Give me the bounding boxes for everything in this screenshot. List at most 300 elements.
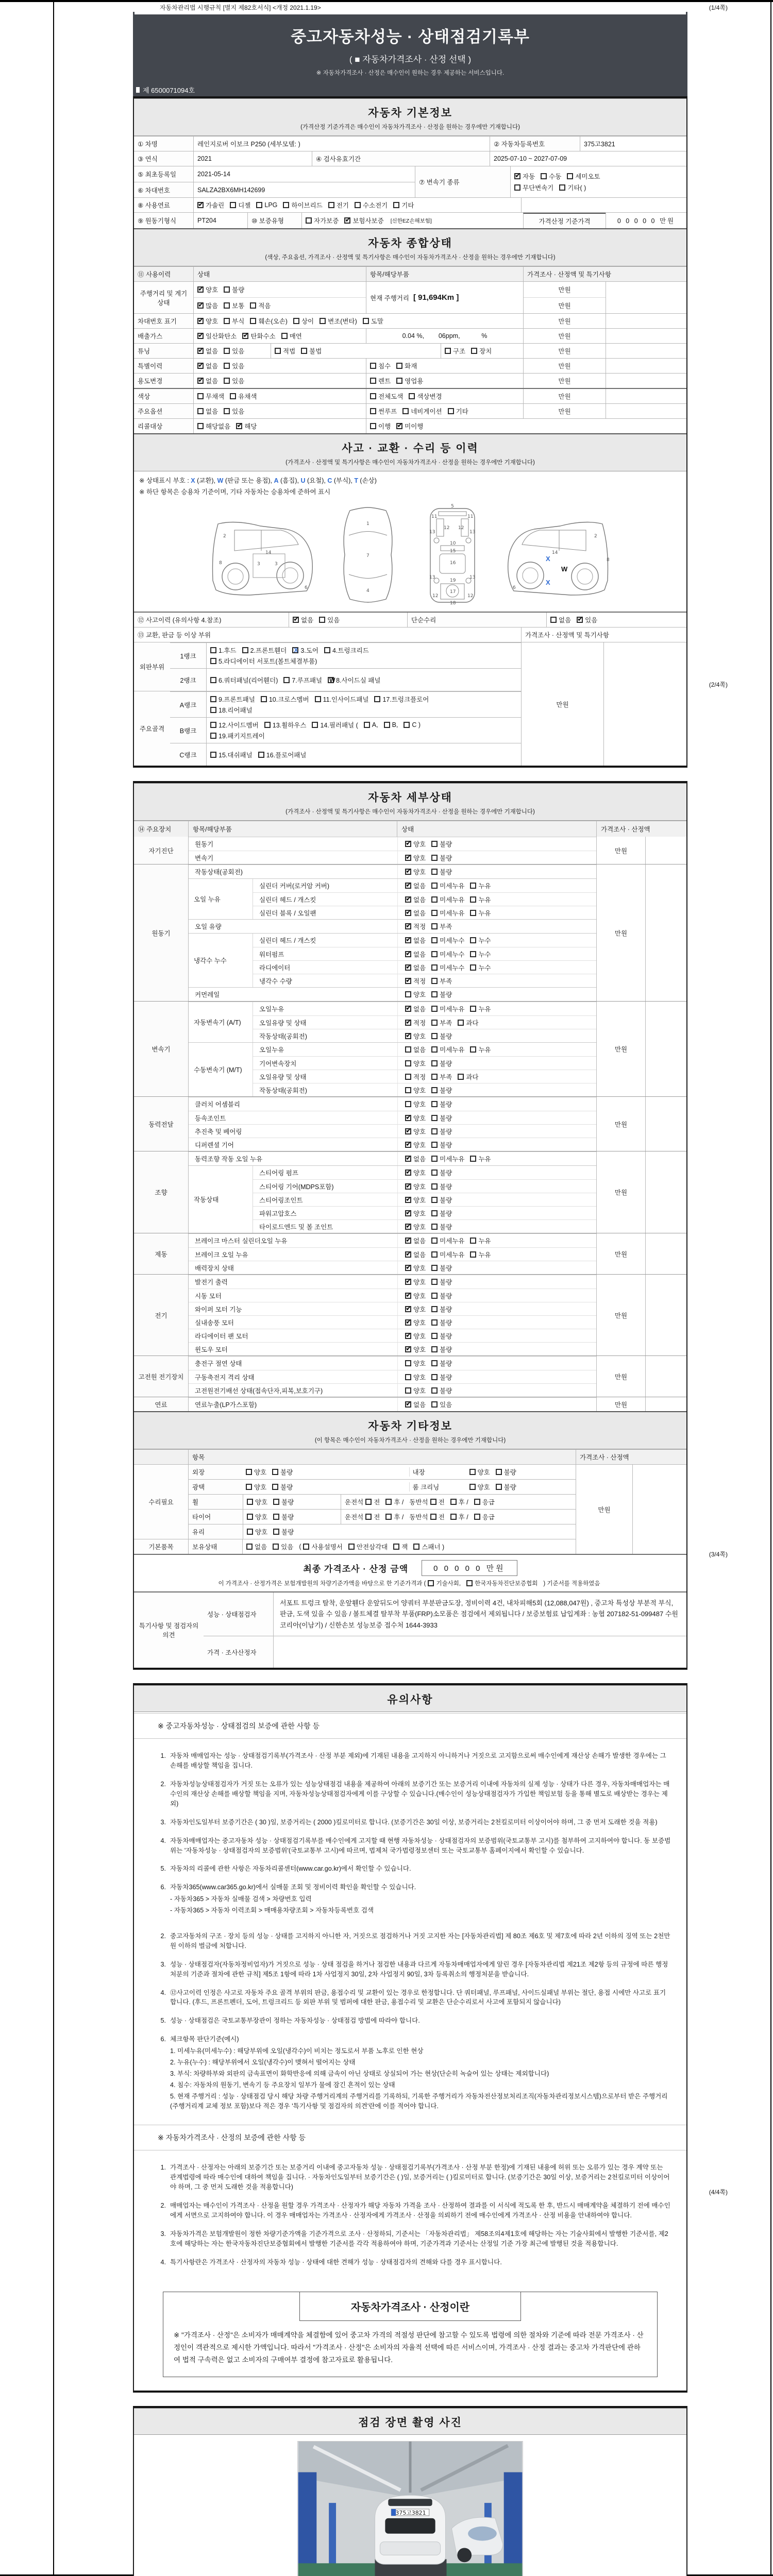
panel-checkbox-option[interactable]: [374, 694, 429, 704]
docbar-square-icon: [136, 87, 140, 93]
checkbox-option[interactable]: [385, 1512, 404, 1521]
checkbox-option[interactable]: [431, 1018, 452, 1027]
checkbox-option[interactable]: [431, 990, 452, 999]
checkbox-option[interactable]: [402, 406, 442, 416]
checkbox-option[interactable]: [431, 1182, 452, 1191]
checkbox-option[interactable]: [470, 950, 491, 959]
checkbox-option[interactable]: [405, 1031, 426, 1041]
checkbox: [197, 202, 204, 208]
checkbox-option[interactable]: [431, 1099, 452, 1109]
notice-number: 2.: [160, 1933, 166, 1940]
panel-checkbox-option[interactable]: [315, 694, 369, 704]
panel-checkbox-option[interactable]: [210, 656, 317, 666]
checkbox-option[interactable]: [409, 1512, 428, 1521]
panel-checkbox-option[interactable]: [210, 675, 278, 685]
checkbox-option[interactable]: [230, 392, 257, 401]
notes-cell: [606, 359, 686, 373]
option-label: 불량: [440, 1060, 452, 1067]
checkbox-option[interactable]: [428, 1579, 461, 1587]
checkbox-option[interactable]: [431, 1277, 452, 1286]
checkbox-option[interactable]: [405, 1072, 426, 1081]
checkbox-option[interactable]: [405, 1127, 426, 1136]
checkbox-option[interactable]: [431, 936, 464, 945]
checkbox-option[interactable]: [431, 867, 452, 876]
part-label: 실내송풍 모터: [195, 1319, 234, 1327]
panel-label: 1.후드: [219, 647, 237, 654]
checkbox-option[interactable]: [405, 1345, 426, 1354]
option-label: 누유: [478, 1046, 491, 1054]
checkbox-option[interactable]: [496, 1482, 516, 1492]
checkbox-option[interactable]: [431, 1127, 452, 1136]
checkbox-option[interactable]: [405, 1372, 426, 1382]
checkbox-option[interactable]: [328, 200, 349, 210]
option-label: 양호: [413, 1141, 426, 1149]
checkbox-option[interactable]: [405, 1331, 426, 1341]
checkbox-option[interactable]: [405, 1140, 426, 1149]
checkbox-option[interactable]: [431, 1304, 452, 1314]
base-price-value: 0 0 0 0 0 만원: [606, 213, 686, 228]
notices-header: [134, 1685, 686, 1712]
checkbox-option[interactable]: [474, 1512, 495, 1521]
title-header: [133, 12, 687, 84]
detail-row: [189, 1383, 596, 1397]
checkbox-option[interactable]: [431, 1004, 464, 1013]
detail-row: [189, 851, 596, 864]
outer-panel-ranks: [170, 642, 521, 691]
option-label: 양호: [413, 1332, 426, 1340]
checkbox-option[interactable]: [431, 881, 464, 890]
panel-checkbox-option[interactable]: [242, 646, 287, 655]
checkbox-option[interactable]: [247, 1512, 267, 1521]
checkbox-option[interactable]: [345, 1497, 363, 1506]
checkbox: [272, 1484, 278, 1490]
checkbox-option[interactable]: [250, 301, 271, 310]
checkbox-option[interactable]: [431, 1222, 452, 1231]
checkbox-option[interactable]: [431, 1195, 452, 1205]
polish-options: [243, 1482, 409, 1492]
checkbox-option[interactable]: [413, 1542, 444, 1551]
checkbox-option[interactable]: [272, 1467, 293, 1477]
checkbox-option[interactable]: [470, 936, 491, 945]
panel-checkbox-option[interactable]: [312, 720, 358, 730]
checkbox-option[interactable]: [431, 1345, 452, 1354]
svg-text:13: 13: [469, 575, 476, 580]
checkbox-option[interactable]: [218, 1579, 426, 1587]
checkbox-option[interactable]: [431, 963, 464, 972]
usage-change-label: 용도변경: [134, 374, 193, 388]
checkbox-option[interactable]: [405, 1099, 426, 1109]
checkbox-option[interactable]: [405, 1400, 426, 1409]
checkbox-option[interactable]: [550, 615, 571, 624]
checkbox-option[interactable]: [370, 421, 391, 431]
notes-cell: [645, 1356, 686, 1397]
checkbox-option[interactable]: [385, 1497, 404, 1506]
checkbox-option[interactable]: [431, 1154, 464, 1163]
option-label: 누유: [478, 1156, 491, 1163]
device-segment: [189, 1275, 596, 1355]
checkbox: [450, 1514, 457, 1520]
checkbox-option[interactable]: [197, 376, 218, 385]
checkbox-option[interactable]: [405, 1291, 426, 1300]
checkbox-option[interactable]: [431, 1045, 464, 1054]
checkbox-option[interactable]: [224, 376, 244, 385]
price-cell: 만원: [596, 1151, 645, 1233]
checkbox: [431, 1238, 438, 1244]
checkbox-option[interactable]: [431, 1291, 452, 1300]
checkbox-option[interactable]: [197, 406, 218, 416]
svg-text:12: 12: [444, 526, 450, 531]
checkbox-option[interactable]: [431, 1372, 452, 1382]
checkbox-option[interactable]: [405, 1250, 426, 1259]
checkbox-option[interactable]: [431, 908, 464, 918]
checkbox-option[interactable]: [431, 895, 464, 904]
option-label: 하이브리드: [291, 202, 323, 209]
rank-line: [210, 656, 323, 666]
checkbox-option[interactable]: [393, 1542, 408, 1551]
device-name: 원동기: [134, 865, 188, 1001]
checkbox-option[interactable]: [405, 1182, 426, 1191]
checkbox: [405, 1387, 411, 1394]
checkbox-option[interactable]: [319, 615, 340, 624]
checkbox: [470, 896, 476, 903]
checkbox-option[interactable]: [405, 1059, 426, 1068]
checkbox-option[interactable]: [431, 1263, 452, 1273]
emissions-values: 0.04 %, 06ppm, %: [366, 329, 523, 343]
checkbox-option[interactable]: [405, 950, 426, 959]
car-name-value: 레인지로버 이보크 P250 (세부모델: ): [193, 137, 490, 151]
code-letter: T: [354, 477, 358, 484]
panel-checkbox-option[interactable]: [210, 705, 253, 715]
checkbox-option[interactable]: [275, 346, 295, 355]
checkbox-option[interactable]: [405, 922, 426, 931]
checkbox-option[interactable]: [430, 1512, 445, 1521]
checkbox-option[interactable]: [393, 200, 414, 210]
checkbox-option[interactable]: [256, 201, 277, 209]
checkbox-option[interactable]: [405, 936, 426, 945]
checkbox-option[interactable]: [448, 406, 468, 416]
panel-checkbox-option[interactable]: [324, 646, 369, 655]
checkbox-option[interactable]: [273, 1527, 294, 1536]
checkbox-option[interactable]: [409, 1497, 428, 1506]
checkbox-option[interactable]: [458, 1072, 478, 1081]
checkbox-option[interactable]: [405, 1304, 426, 1314]
checkbox-option[interactable]: [242, 331, 275, 341]
checkbox-option[interactable]: [405, 895, 426, 904]
option-label: 양호: [206, 286, 219, 294]
panel-checkbox-option[interactable]: [210, 750, 253, 759]
checkbox-option[interactable]: [431, 1086, 452, 1095]
checkbox-option[interactable]: [559, 183, 586, 192]
checkbox: [344, 217, 350, 224]
checkbox-option[interactable]: [363, 316, 383, 326]
notice-number: 5.: [160, 1865, 166, 1873]
checkbox-option[interactable]: [197, 361, 218, 370]
checkbox-option[interactable]: [197, 392, 224, 401]
checkbox-option[interactable]: [405, 1209, 426, 1218]
notice-number: 1.: [160, 1752, 166, 1760]
checkbox-option[interactable]: [370, 376, 391, 385]
checkbox-option[interactable]: [431, 1386, 452, 1395]
checkbox-option[interactable]: [445, 346, 465, 355]
notes-cell: [606, 404, 686, 418]
checkbox-option[interactable]: [273, 1512, 294, 1521]
checkbox: [405, 1293, 411, 1299]
checkbox-option[interactable]: [431, 1236, 464, 1245]
checkbox-option[interactable]: [224, 346, 244, 355]
checkbox-option[interactable]: [370, 406, 397, 416]
checkbox-option[interactable]: [283, 200, 322, 210]
checkbox-option[interactable]: [458, 1018, 478, 1027]
checkbox-option[interactable]: [431, 1113, 452, 1123]
checkbox-option[interactable]: [396, 421, 423, 431]
checkbox-option[interactable]: [431, 922, 452, 931]
checkbox-option[interactable]: [197, 316, 218, 326]
option-label: 불량: [440, 869, 452, 876]
checkbox-option[interactable]: [246, 1482, 266, 1492]
option-label: 양호: [413, 1087, 426, 1094]
checkbox-option[interactable]: [541, 172, 561, 181]
checkbox-option[interactable]: [474, 1497, 495, 1506]
checkbox-option[interactable]: [405, 908, 426, 918]
checkbox-option[interactable]: [431, 950, 464, 959]
checkbox-option[interactable]: [246, 1467, 266, 1477]
checkbox: [496, 1469, 502, 1475]
panel-checkbox-option[interactable]: [404, 720, 421, 730]
checkbox-option[interactable]: [197, 301, 218, 310]
checkbox: [197, 393, 204, 399]
checkbox-option[interactable]: [469, 1467, 490, 1477]
checkbox-option[interactable]: [246, 1542, 267, 1551]
checkbox-option[interactable]: [470, 1154, 491, 1163]
option-label: 미세누유: [440, 1238, 465, 1245]
checkbox-option[interactable]: [431, 1400, 452, 1409]
checkbox-option[interactable]: [405, 1277, 426, 1286]
checkbox-option[interactable]: [431, 1059, 452, 1068]
checkbox-option[interactable]: [344, 216, 383, 225]
checkbox-option[interactable]: [224, 406, 244, 416]
checkbox-option[interactable]: [470, 881, 491, 890]
option-label: 양호: [413, 1360, 426, 1367]
checkbox-option[interactable]: [224, 285, 244, 294]
option-label: 양호: [255, 1514, 268, 1521]
checkbox-option[interactable]: [543, 1579, 600, 1587]
checkbox-option[interactable]: [405, 1168, 426, 1177]
checkbox-option[interactable]: [197, 346, 218, 355]
checkbox: [405, 1319, 411, 1326]
subgroup-label: 냉각수 누수: [189, 934, 253, 987]
checkbox: [431, 1279, 438, 1285]
checkbox-option[interactable]: [431, 839, 452, 849]
checkbox-option[interactable]: [197, 421, 230, 431]
checkbox-option[interactable]: [405, 853, 426, 862]
checkbox-option[interactable]: [396, 361, 417, 370]
checkbox-option[interactable]: [247, 1527, 267, 1536]
panel-mark: W: [329, 676, 335, 684]
notices-block: [133, 1683, 687, 2393]
checkbox-option[interactable]: [450, 1497, 468, 1506]
panel-label: 10.크로스멤버: [268, 696, 309, 703]
checkbox: [458, 1020, 464, 1026]
checkbox-option[interactable]: [272, 1482, 293, 1492]
checkbox-option[interactable]: [224, 361, 244, 370]
checkbox-option[interactable]: [247, 1497, 267, 1506]
checkbox-option[interactable]: [431, 976, 452, 986]
checkbox-option[interactable]: [405, 1004, 426, 1013]
checkbox-option[interactable]: [405, 976, 426, 986]
checkbox-option[interactable]: [197, 331, 237, 341]
checkbox-option[interactable]: [514, 183, 553, 192]
checkbox-option[interactable]: [273, 1542, 293, 1551]
checkbox-option[interactable]: [431, 1331, 452, 1341]
checkbox-option[interactable]: [306, 216, 339, 225]
price-cell: 만원: [596, 1233, 645, 1274]
option-label: LPG: [264, 201, 278, 209]
panel-checkbox-option[interactable]: [210, 694, 255, 704]
checkbox-option[interactable]: [470, 1250, 491, 1259]
panel-checkbox-option[interactable]: [283, 675, 322, 685]
checkbox-option[interactable]: [431, 1031, 452, 1041]
checkbox-option[interactable]: [299, 1543, 301, 1550]
checkbox-option[interactable]: [514, 172, 535, 181]
panel-checkbox-option[interactable]: [364, 720, 378, 730]
checkbox: [370, 378, 376, 384]
checkbox-option[interactable]: [405, 1222, 426, 1231]
checkbox-option[interactable]: [405, 990, 426, 999]
checkbox-option[interactable]: [469, 1482, 490, 1492]
checkbox-option[interactable]: [301, 346, 322, 355]
checkbox-option[interactable]: [370, 392, 403, 401]
panel-checkbox-option[interactable]: [328, 675, 380, 685]
svg-text:14: 14: [552, 550, 558, 555]
checkbox-option[interactable]: [405, 1318, 426, 1327]
checkbox-option[interactable]: [577, 615, 597, 624]
checkbox-option[interactable]: [236, 421, 257, 431]
checkbox-option[interactable]: [470, 895, 491, 904]
panel-checkbox-option[interactable]: [384, 720, 398, 730]
panel-checkbox-option[interactable]: [210, 731, 265, 740]
checkbox-option[interactable]: [431, 1072, 452, 1081]
checkbox-option[interactable]: [348, 1542, 388, 1551]
checkbox-option[interactable]: [293, 316, 314, 326]
checkbox-option[interactable]: [409, 392, 442, 401]
checkbox-option[interactable]: [405, 881, 426, 890]
checkbox-option[interactable]: [470, 1004, 491, 1013]
option-label: 양호: [413, 1279, 426, 1286]
checkbox-option[interactable]: [431, 1140, 452, 1149]
option-label: 불량: [440, 1360, 452, 1367]
mileage-state-options: [194, 282, 366, 297]
state-code-legend: [134, 471, 686, 486]
checkbox: [292, 647, 298, 653]
checkbox-option[interactable]: [405, 839, 426, 849]
checkbox-option[interactable]: [466, 1579, 537, 1587]
checkbox-option[interactable]: [405, 867, 426, 876]
panel-checkbox-option[interactable]: [210, 720, 259, 730]
panel-checkbox-option[interactable]: [261, 694, 309, 704]
photos-title: 점검 장면 촬영 사진: [358, 2417, 462, 2429]
checkbox-option[interactable]: [405, 1236, 426, 1245]
main-options-label: 주요옵션: [134, 404, 193, 418]
panel-checkbox-option[interactable]: [264, 720, 307, 730]
checkbox-option[interactable]: [496, 1467, 516, 1477]
checkbox-option[interactable]: [293, 615, 313, 624]
checkbox-option[interactable]: [567, 172, 600, 181]
checkbox-option[interactable]: [405, 1113, 426, 1123]
checkbox: [405, 951, 411, 957]
checkbox-option[interactable]: [450, 1512, 468, 1521]
panel-checkbox-option[interactable]: [258, 750, 307, 759]
notes-cell: [645, 1397, 686, 1411]
checkbox-option[interactable]: [405, 1154, 426, 1163]
inspection-photo-front: [297, 2441, 523, 2576]
checkbox-option[interactable]: [431, 1359, 452, 1368]
device-group: [134, 837, 686, 864]
checkbox-option[interactable]: [396, 376, 423, 385]
subgroup-label: 수동변속기 (M/T): [189, 1043, 253, 1096]
panel-checkbox-option[interactable]: [210, 646, 237, 655]
checkbox-option[interactable]: [303, 1542, 342, 1551]
checkbox-option[interactable]: [431, 853, 452, 862]
checkbox-option[interactable]: [250, 316, 288, 326]
option-label: 유채색: [238, 393, 257, 400]
checkbox-option[interactable]: [431, 1318, 452, 1327]
panels-label: ⑬ 교환, 판금 등 이상 부위: [138, 632, 211, 639]
checkbox-option[interactable]: [470, 963, 491, 972]
checkbox-option[interactable]: [431, 1250, 464, 1259]
checkbox-option[interactable]: [470, 1045, 491, 1054]
checkbox-option[interactable]: [355, 200, 388, 210]
checkbox-option[interactable]: [405, 1045, 426, 1054]
checkbox-option[interactable]: [370, 361, 391, 370]
part-label: 동력조향 작동 오일 누유: [195, 1156, 263, 1163]
checkbox-option[interactable]: [405, 1086, 426, 1095]
checkbox-option[interactable]: [273, 1497, 294, 1506]
checkbox-option[interactable]: [405, 1263, 426, 1273]
checkbox-option[interactable]: [224, 301, 244, 310]
checkbox-option[interactable]: [471, 346, 492, 355]
checkbox-option[interactable]: [405, 1359, 426, 1368]
checkbox-option[interactable]: [230, 200, 250, 210]
checkbox-option[interactable]: [405, 1018, 426, 1027]
checkbox-option[interactable]: [365, 1512, 380, 1521]
checkbox-option[interactable]: [470, 1236, 491, 1245]
panel-checkbox-option[interactable]: [292, 646, 318, 655]
option-label: 양호: [413, 1032, 426, 1040]
checkbox-option[interactable]: [224, 316, 244, 326]
checkbox-option[interactable]: [470, 908, 491, 918]
checkbox-option[interactable]: [281, 331, 302, 341]
checkbox: [428, 1580, 434, 1586]
checkbox-option[interactable]: [365, 1497, 380, 1506]
checkbox-option[interactable]: [197, 200, 224, 210]
checkbox-option[interactable]: [320, 316, 357, 326]
page-marker-4: (4/4쪽): [709, 2189, 728, 2196]
checkbox-option[interactable]: [345, 1512, 363, 1521]
checkbox-option[interactable]: [405, 1195, 426, 1205]
accident-title: 사고 · 교환 · 수리 등 이력: [342, 443, 479, 454]
checkbox-option[interactable]: [405, 1386, 426, 1395]
checkbox-option[interactable]: [431, 1209, 452, 1218]
checkbox-option[interactable]: [430, 1497, 445, 1506]
option-label: 불량: [440, 1374, 452, 1381]
checkbox-option[interactable]: [405, 963, 426, 972]
option-label: 훼손(오손): [258, 318, 288, 325]
checkbox-option[interactable]: [197, 285, 218, 294]
option-label: 잭: [401, 1544, 408, 1551]
checkbox-option[interactable]: [431, 1168, 452, 1177]
checkbox: [405, 1183, 411, 1190]
inspector-remarks: 서포트 트렁크 탈착, 운앞휀다 운앞뒤도어 양쿼터 부분판금도장, 정비이력 4건, 내차피해5회 (12,088,047원) , 중고차 특성상 부분적 부식, 판금, 도색 있을 수 있음 / 볼트체결 탈부착 부품(FRP)소모품은 점검에서 제외됩니다 / 보증보험료 납입계좌 : 농협 207182-51-099487 수원코리아(이남기) / 신한손보 성능보증 접수처 1644-3933: [273, 1592, 686, 1636]
